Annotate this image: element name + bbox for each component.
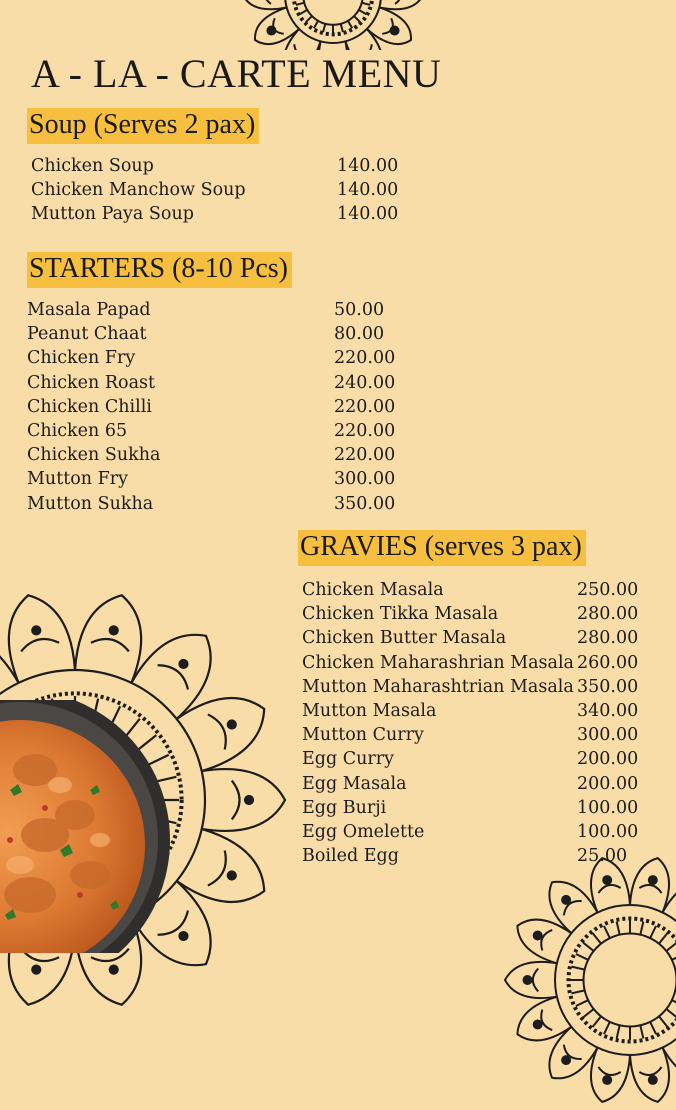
item-name: Chicken Roast bbox=[27, 371, 155, 395]
soup-menu-item bbox=[31, 154, 411, 178]
item-price: 350.00 bbox=[334, 492, 395, 516]
item-name: Chicken Tikka Masala bbox=[302, 602, 498, 626]
item-price: 300.00 bbox=[334, 467, 395, 491]
item-name: Chicken Maharashrian Masala bbox=[302, 651, 574, 675]
item-price: 100.00 bbox=[577, 820, 638, 844]
item-name: Mutton Maharashtrian Masala bbox=[302, 675, 574, 699]
item-name: Mutton Masala bbox=[302, 699, 436, 723]
page-title: A - LA - CARTE MENU bbox=[31, 50, 441, 97]
item-name: Mutton Sukha bbox=[27, 492, 153, 516]
curry-bowl-image bbox=[0, 700, 180, 953]
item-price: 200.00 bbox=[577, 747, 638, 771]
item-price: 350.00 bbox=[577, 675, 638, 699]
item-name: Masala Papad bbox=[27, 298, 151, 322]
soup-list bbox=[31, 154, 411, 227]
soup-menu-item bbox=[31, 202, 411, 226]
gravies-menu-item bbox=[302, 820, 662, 844]
top-mandala-ornament-icon bbox=[238, 0, 428, 50]
bottom-right-mandala-ornament-icon bbox=[500, 850, 676, 1110]
item-name: Mutton Curry bbox=[302, 723, 424, 747]
gravies-menu-item bbox=[302, 578, 662, 602]
starters-menu-item bbox=[27, 395, 407, 419]
item-price: 50.00 bbox=[334, 298, 384, 322]
gravies-section-heading: GRAVIES (serves 3 pax) bbox=[298, 530, 586, 566]
item-name: Chicken Soup bbox=[31, 154, 154, 178]
item-price: 220.00 bbox=[334, 395, 395, 419]
item-name: Egg Burji bbox=[302, 796, 386, 820]
item-name: Chicken Butter Masala bbox=[302, 626, 506, 650]
item-price: 80.00 bbox=[334, 322, 384, 346]
item-price: 220.00 bbox=[334, 443, 395, 467]
gravies-menu-item bbox=[302, 844, 662, 868]
item-price: 280.00 bbox=[577, 626, 638, 650]
gravies-menu-item bbox=[302, 747, 662, 771]
item-price: 25.00 bbox=[577, 844, 627, 868]
item-name: Chicken 65 bbox=[27, 419, 127, 443]
item-price: 260.00 bbox=[577, 651, 638, 675]
item-name: Egg Masala bbox=[302, 772, 407, 796]
item-price: 250.00 bbox=[577, 578, 638, 602]
item-name: Egg Curry bbox=[302, 747, 394, 771]
item-price: 200.00 bbox=[577, 772, 638, 796]
item-name: Chicken Chilli bbox=[27, 395, 152, 419]
gravies-menu-item bbox=[302, 699, 662, 723]
item-price: 140.00 bbox=[337, 202, 398, 226]
gravies-list bbox=[302, 578, 662, 868]
item-price: 100.00 bbox=[577, 796, 638, 820]
gravies-menu-item bbox=[302, 796, 662, 820]
item-price: 340.00 bbox=[577, 699, 638, 723]
item-name: Peanut Chaat bbox=[27, 322, 146, 346]
item-name: Mutton Paya Soup bbox=[31, 202, 194, 226]
item-name: Mutton Fry bbox=[27, 467, 128, 491]
soup-menu-item bbox=[31, 178, 411, 202]
item-name: Chicken Masala bbox=[302, 578, 444, 602]
item-price: 300.00 bbox=[577, 723, 638, 747]
item-price: 220.00 bbox=[334, 346, 395, 370]
starters-list bbox=[27, 298, 407, 516]
gravies-menu-item bbox=[302, 651, 662, 675]
starters-menu-item bbox=[27, 371, 407, 395]
gravies-menu-item bbox=[302, 626, 662, 650]
starters-menu-item bbox=[27, 492, 407, 516]
starters-menu-item bbox=[27, 467, 407, 491]
gravies-menu-item bbox=[302, 723, 662, 747]
item-name: Chicken Manchow Soup bbox=[31, 178, 246, 202]
item-price: 240.00 bbox=[334, 371, 395, 395]
item-price: 140.00 bbox=[337, 178, 398, 202]
item-price: 220.00 bbox=[334, 419, 395, 443]
item-price: 280.00 bbox=[577, 602, 638, 626]
item-name: Chicken Sukha bbox=[27, 443, 160, 467]
starters-menu-item bbox=[27, 322, 407, 346]
gravies-menu-item bbox=[302, 602, 662, 626]
item-name: Chicken Fry bbox=[27, 346, 135, 370]
starters-menu-item bbox=[27, 443, 407, 467]
item-price: 140.00 bbox=[337, 154, 398, 178]
starters-menu-item bbox=[27, 346, 407, 370]
starters-menu-item bbox=[27, 419, 407, 443]
item-name: Egg Omelette bbox=[302, 820, 424, 844]
gravies-menu-item bbox=[302, 772, 662, 796]
soup-section-heading: Soup (Serves 2 pax) bbox=[27, 108, 259, 144]
starters-menu-item bbox=[27, 298, 407, 322]
starters-section-heading: STARTERS (8-10 Pcs) bbox=[27, 252, 292, 288]
item-name: Boiled Egg bbox=[302, 844, 399, 868]
gravies-menu-item bbox=[302, 675, 662, 699]
